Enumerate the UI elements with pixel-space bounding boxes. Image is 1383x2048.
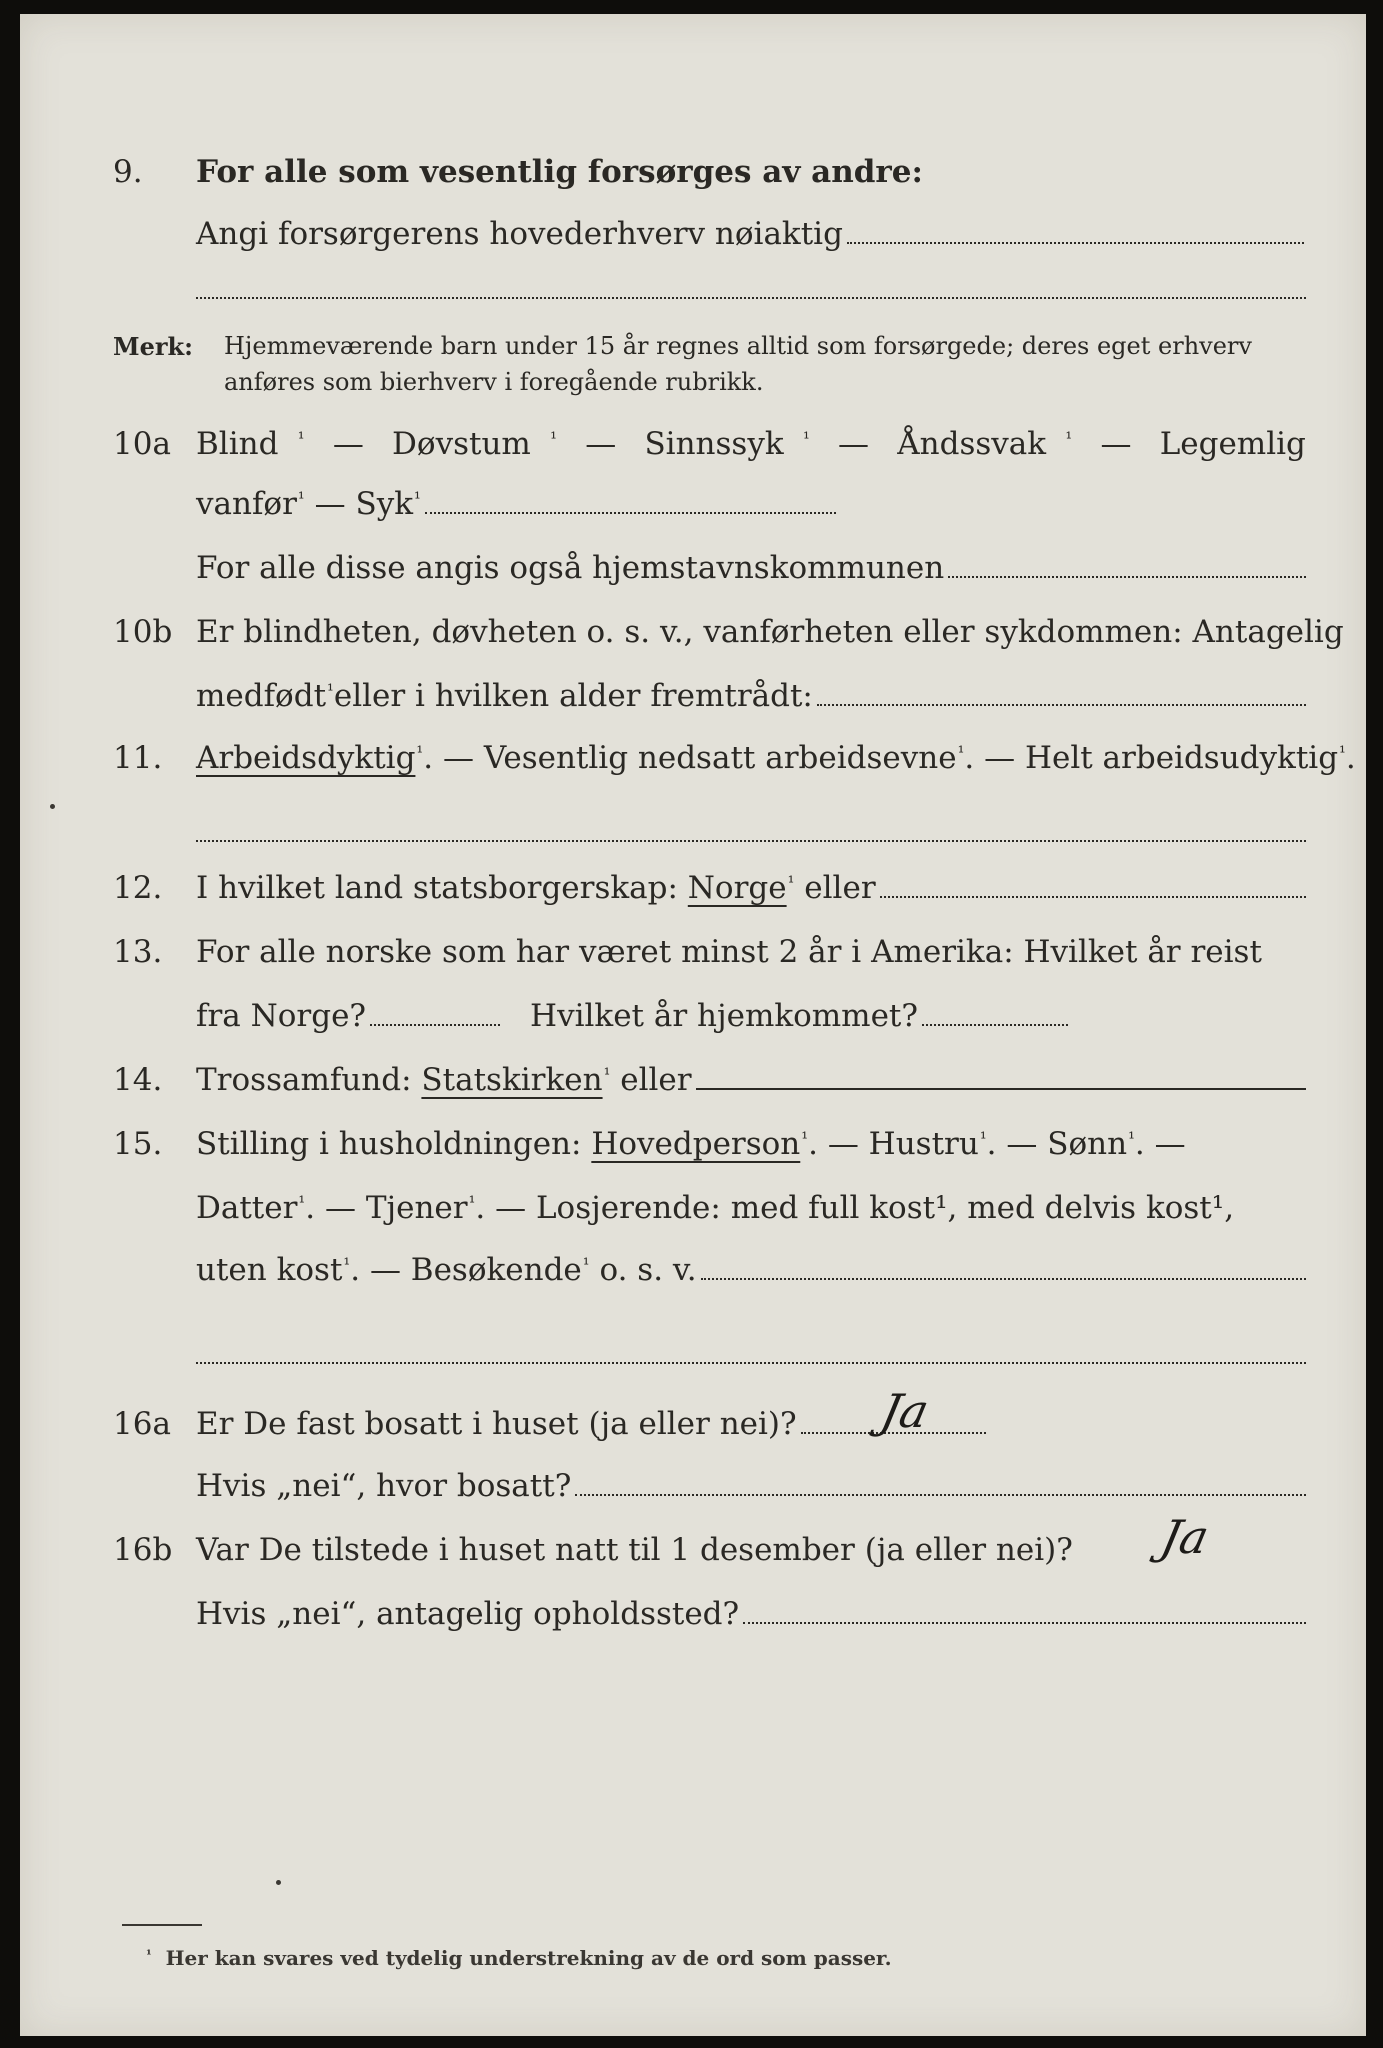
paper-speck [50, 804, 55, 809]
question-11-row: 11. Arbeidsdyktig ¹ . — Vesentlig nedsatt arbeidsevne ¹ . — Helt arbeidsudyktig ¹ . [113, 740, 1356, 776]
question-line [196, 216, 1304, 252]
paper-speck [276, 1880, 281, 1885]
question-16b-row: 16b Var De tilstede i huset natt til 1 desember (ja eller nei)? [113, 1532, 1073, 1568]
handwritten-answer: Ja [876, 1384, 934, 1438]
question-13-cont-row: fra Norge? Hvilket år hjemkommet? [20, 980, 1366, 1040]
selected-option[interactable]: Statskirken [421, 1062, 603, 1098]
question-10b-cont-row: medfødt ¹ eller i hvilken alder fremtrådt: [20, 660, 1366, 720]
question-10b-row: 10b Er blindheten, døvheten o. s. v., vanførheten eller sykdommen: Antagelig [113, 614, 1344, 650]
footnote: $^{^1}$ Her kan svares ved tydelig understrekning av de ord som passer. [146, 1946, 892, 1970]
answer-field[interactable] [847, 242, 1304, 244]
question-10a-cont-row: vanfør ¹ — Syk ¹ [20, 468, 1366, 528]
question-number: 10a [113, 426, 171, 462]
answer-field-blank[interactable] [196, 1362, 1306, 1364]
answer-field[interactable] [425, 512, 836, 514]
selected-option[interactable]: Hovedperson [591, 1126, 801, 1162]
question-16a-sub-row: Hvis „nei“, hvor bosatt? [20, 1450, 1366, 1510]
answer-field[interactable] [922, 1024, 1068, 1026]
answer-field[interactable] [575, 1494, 1306, 1496]
question-10a-row [20, 408, 1366, 468]
question-16a-row: 16a Er De fast bosatt i huset (ja eller nei)? [20, 1388, 1366, 1448]
question-15-row: 15. Stilling i husholdningen: Hovedperson ¹ . — Hustru ¹ . — Sønn ¹ . — [113, 1126, 1186, 1162]
note-label: Merk: [113, 332, 193, 361]
question-12-row: 12. I hvilket land statsborgerskap: Norge ¹ eller [20, 852, 1366, 912]
answer-field[interactable] [701, 1278, 1306, 1280]
selected-option[interactable]: Arbeidsdyktig [196, 740, 416, 776]
question-14-row: 14. Trossamfund: Statskirken ¹ eller [20, 1044, 1366, 1104]
question-number: 9. [113, 154, 143, 190]
answer-field[interactable] [948, 576, 1306, 578]
answer-field[interactable] [743, 1622, 1306, 1624]
answer-field[interactable] [370, 1024, 500, 1026]
question-9-row [20, 136, 1366, 196]
question-15-cont2-row: uten kost ¹ . — Besøkende ¹ o. s. v. [20, 1234, 1366, 1294]
census-form-page [20, 14, 1366, 2036]
note-text-line-2: anføres som bierhverv i foregående rubrikk. [224, 368, 764, 396]
question-text: Angi forsørgerens hovederhverv nøiaktig [196, 216, 843, 252]
answer-field[interactable] [817, 704, 1306, 706]
answer-field[interactable] [880, 896, 1306, 898]
question-16b-sub-row: Hvis „nei“, antagelig opholdssted? [20, 1578, 1366, 1638]
answer-field-blank[interactable] [196, 840, 1306, 842]
question-text: For alle som vesentlig forsørges av andre: [196, 154, 923, 190]
answer-field[interactable] [696, 1088, 1306, 1090]
footnote-rule [122, 1924, 202, 1926]
selected-option[interactable]: Norge [687, 870, 787, 906]
question-text: Blind ¹ — Døvstum ¹ — Sinnssyk ¹ — Åndssvak ¹ — Legemlig [196, 426, 1306, 462]
question-10a-sub-row: For alle disse angis også hjemstavnskommunen [20, 532, 1366, 592]
question-9-sub-row [20, 198, 1366, 258]
handwritten-answer: Ja [1156, 1510, 1214, 1564]
answer-field-blank[interactable] [196, 297, 1306, 299]
note-text-line-1: Hjemmeværende barn under 15 år regnes alltid som forsørgede; deres eget erhverv [224, 332, 1252, 360]
question-13-row: 13. For alle norske som har været minst 2 år i Amerika: Hvilket år reist [113, 934, 1262, 970]
question-15-cont-row: Datter ¹ . — Tjener ¹ . — Losjerende: med full kost¹, med delvis kost¹, [196, 1190, 1235, 1226]
